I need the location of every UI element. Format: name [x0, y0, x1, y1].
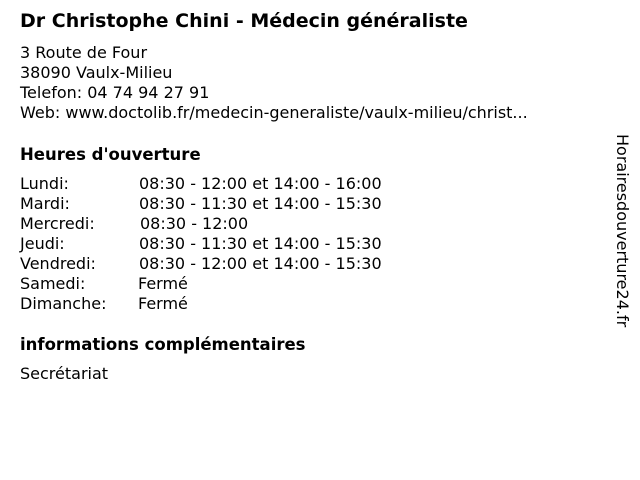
phone-number[interactable]: Telefon: 04 74 94 27 91	[20, 83, 210, 102]
site-brand-link[interactable]: Horairesdouverture24.fr	[613, 134, 632, 328]
day-label: Dimanche:	[20, 294, 107, 313]
day-label: Vendredi:	[20, 254, 96, 273]
time-value: Fermé	[138, 274, 188, 293]
day-label: Jeudi:	[20, 234, 65, 253]
address-block	[20, 43, 528, 123]
time-value: 08:30 - 12:00	[140, 214, 249, 233]
additional-info-heading: informations complémentaires	[20, 335, 306, 354]
time-value: Fermé	[138, 294, 188, 313]
day-label: Mardi:	[20, 194, 70, 213]
time-value: 08:30 - 11:30 et 14:00 - 15:30	[139, 234, 382, 253]
opening-hours-heading: Heures d'ouverture	[20, 145, 201, 164]
website-link[interactable]: Web: www.doctolib.fr/medecin-generaliste/vaulx-milieu/christ...	[20, 103, 528, 122]
page-title: Dr Christophe Chini - Médecin généraliste	[20, 10, 468, 32]
city-postcode: 38090 Vaulx-Milieu	[20, 63, 173, 82]
time-value: 08:30 - 12:00 et 14:00 - 16:00	[139, 174, 382, 193]
day-label: Mercredi:	[20, 214, 95, 233]
day-label: Samedi:	[20, 274, 86, 293]
day-label: Lundi:	[20, 174, 69, 193]
time-value: 08:30 - 11:30 et 14:00 - 15:30	[139, 194, 382, 213]
additional-info-text: Secrétariat	[20, 364, 109, 383]
street-address: 3 Route de Four	[20, 43, 148, 62]
time-value: 08:30 - 12:00 et 14:00 - 15:30	[139, 254, 382, 273]
